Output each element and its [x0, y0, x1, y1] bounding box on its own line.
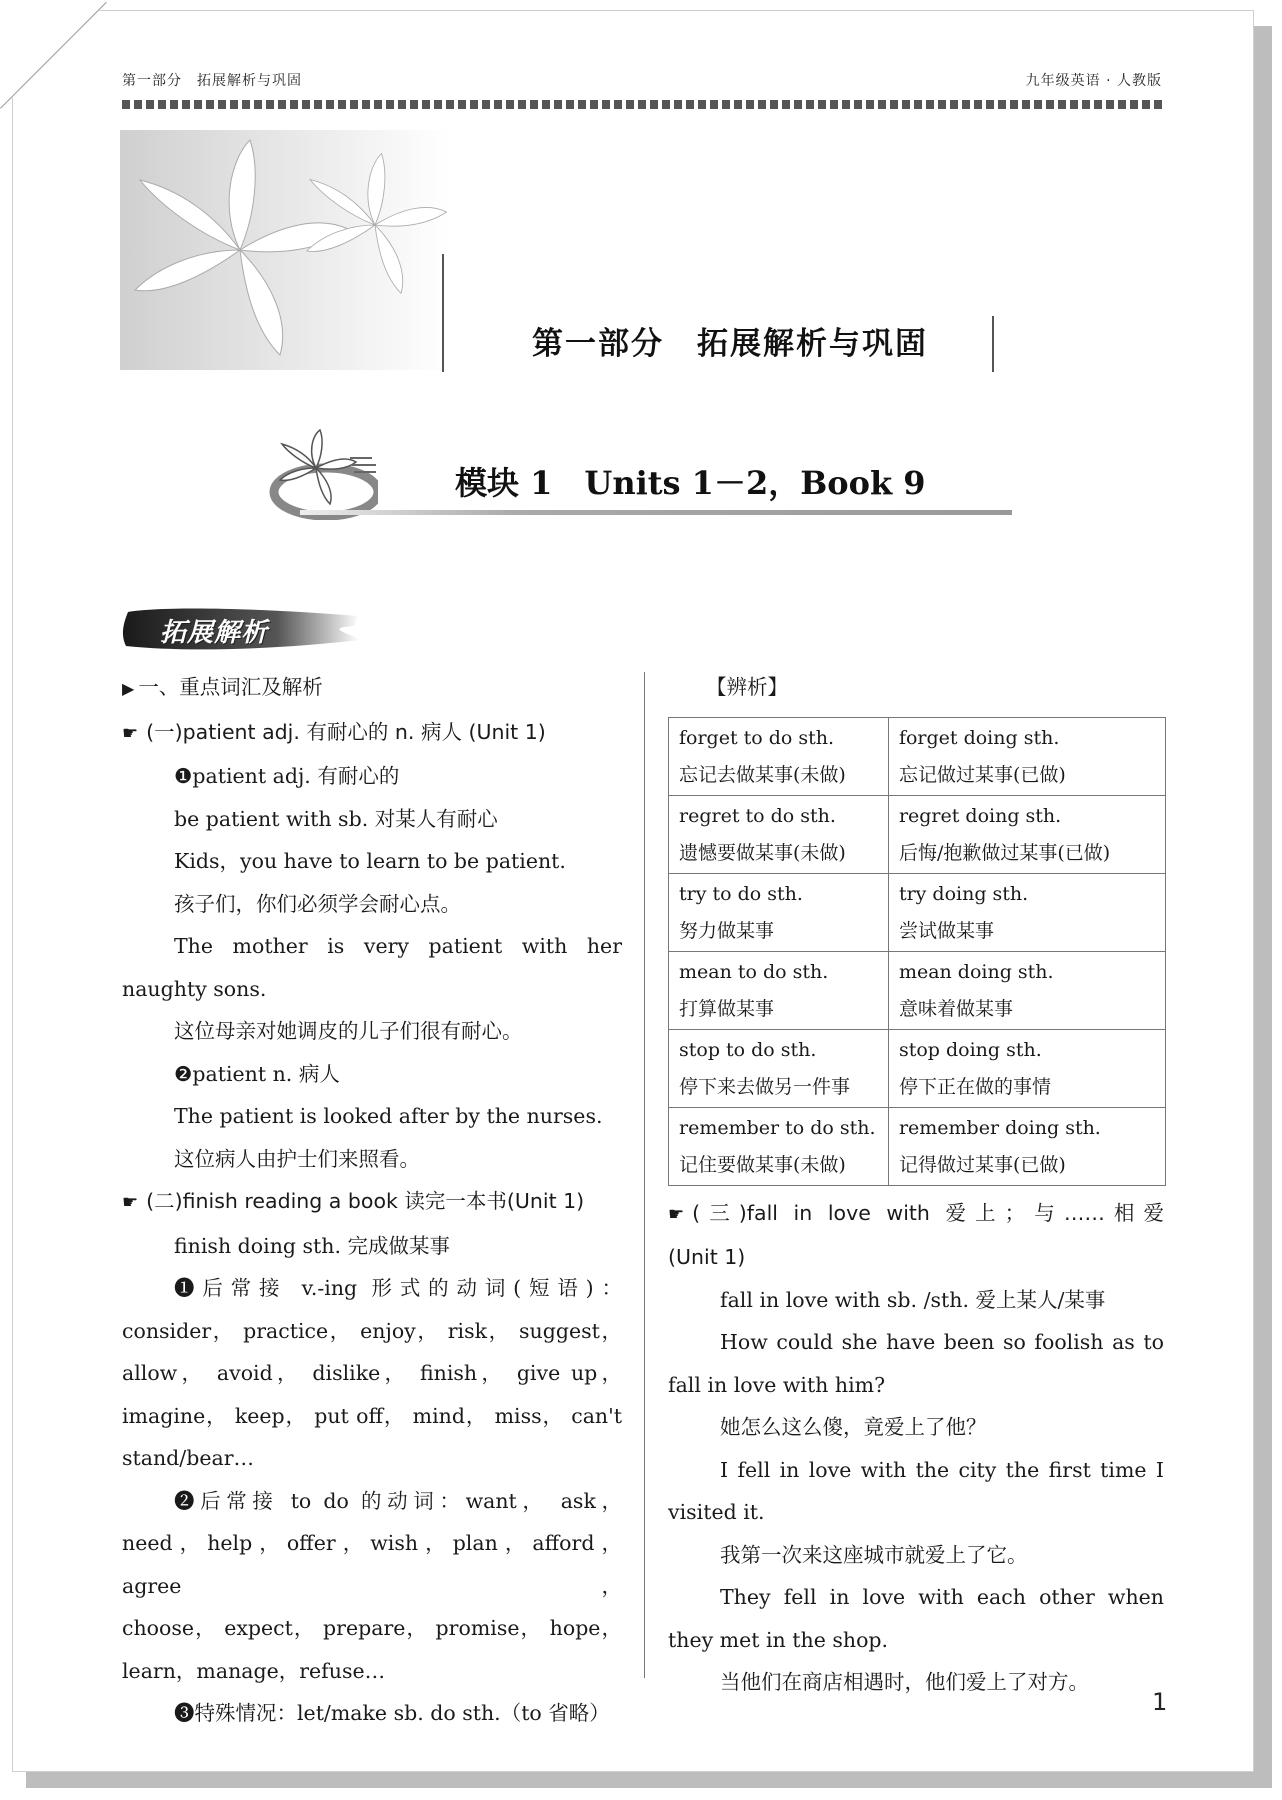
item-1-line: ❷patient n. 病人: [174, 1061, 340, 1086]
table-cell: [888, 1107, 1165, 1185]
phrase-english: stop doing sth.: [898, 1038, 1042, 1061]
module-underline: [300, 510, 1012, 515]
page-number: 1: [1152, 1688, 1168, 1716]
comparison-table: [668, 717, 1166, 1186]
page-corner-fold: [0, 0, 110, 110]
phrase-english: mean to do sth.: [679, 960, 829, 983]
item-3-line: fall in love with sb. /sth. 爱上某人/某事: [720, 1287, 1106, 1312]
phrase-english: try doing sth.: [898, 882, 1029, 905]
item-1-line: 这位母亲对她调皮的儿子们很有耐心。: [174, 1019, 523, 1043]
item-1-line: The patient is looked after by the nurses.: [174, 1104, 603, 1128]
right-column: [668, 666, 1164, 1704]
running-header-right: 九年级英语 · 人教版: [1025, 73, 1162, 89]
table-cell: [669, 1029, 889, 1107]
phrase-chinese: 遗憾要做某事(未做): [679, 842, 846, 864]
item-3-title: ☛ (三)fall in love with 爱上；与……相爱: [668, 1200, 1164, 1225]
item-1-line: Kids，you have to learn to be patient.: [174, 849, 566, 873]
flower-decoration-icon: [120, 130, 450, 370]
phrase-english: forget to do sth.: [679, 726, 835, 749]
phrase-chinese: 打算做某事: [679, 998, 775, 1020]
table-cell: [669, 795, 889, 873]
item-2-line: finish doing sth. 完成做某事: [174, 1233, 451, 1258]
phrase-chinese: 后悔/抱歉做过某事(已做): [898, 842, 1111, 864]
item-1-line: be patient with sb. 对某人有耐心: [174, 806, 498, 831]
table-cell: [669, 1107, 889, 1185]
table-row: [669, 1029, 1166, 1107]
phrase-english: remember doing sth.: [898, 1116, 1101, 1139]
item-2-line: stand/bear…: [122, 1446, 254, 1470]
item-2-line: ❷后常接 to do 的动词：want， ask，: [174, 1488, 622, 1513]
item-3-line: 当他们在商店相遇时，他们爱上了对方。: [720, 1670, 1089, 1694]
phrase-english: stop to do sth.: [679, 1038, 817, 1061]
phrase-english: regret doing sth.: [898, 804, 1062, 827]
part-title: 第一部分 拓展解析与巩固: [532, 326, 928, 362]
item-2-line: consider， practice， enjoy， risk， suggest，: [122, 1318, 622, 1343]
phrase-chinese: 努力做某事: [679, 920, 775, 942]
section-heading: ▶ 一、重点词汇及解析: [122, 675, 323, 699]
header-dashed-rule: [122, 100, 1162, 109]
item-1-line: 孩子们，你们必须学会耐心点。: [174, 891, 461, 916]
item-3-title-unit: (Unit 1): [668, 1245, 746, 1269]
phrase-chinese: 忘记去做某事(未做): [679, 764, 846, 786]
phrase-chinese: 意味着做某事: [898, 998, 1013, 1020]
table-row: [669, 795, 1166, 873]
table-row: [669, 1107, 1166, 1185]
phrase-english: try to do sth.: [679, 882, 803, 905]
running-header-left: 第一部分 拓展解析与巩固: [122, 73, 302, 89]
phrase-chinese: 记得做过某事(已做): [898, 1154, 1066, 1176]
item-2-line: choose， expect， prepare， promise， hope，: [122, 1616, 622, 1640]
triangle-bullet-icon: ▶: [122, 679, 135, 698]
item-3-line: How could she have been so foolish as to: [720, 1330, 1164, 1354]
phrase-chinese: 尝试做某事: [898, 920, 994, 942]
analysis-label: 【辨析】: [706, 675, 788, 699]
table-cell: [669, 951, 889, 1029]
item-2-line: ❸特殊情况：let/make sb. do sth.（to 省略）: [174, 1701, 610, 1725]
table-row: [669, 951, 1166, 1029]
item-1-line: naughty sons.: [122, 976, 267, 1001]
item-2-title: ☛ (二)finish reading a book 读完一本书(Unit 1): [122, 1189, 585, 1213]
item-1-line: The mother is very patient with her: [174, 934, 622, 958]
item-3-line: 她怎么这么傻，竟爱上了他？: [720, 1415, 987, 1439]
item-2-line: need，help，offer，wish，plan，afford，agree，: [122, 1531, 622, 1598]
table-cell: [669, 873, 889, 951]
column-divider: [644, 672, 645, 1678]
table-cell: [888, 873, 1165, 951]
pointing-hand-icon: ☛: [122, 1192, 139, 1213]
item-2-line: allow， avoid， dislike， finish， give up，: [122, 1361, 622, 1385]
phrase-chinese: 记住要做某事(未做): [679, 1154, 846, 1176]
module-flower-icon: [268, 428, 378, 520]
module-title: 模块 1 Units 1－2，Book 9: [455, 464, 926, 502]
page-corner-bottom-right: [1183, 1701, 1253, 1771]
phrase-english: remember to do sth.: [679, 1116, 876, 1139]
left-column: [122, 666, 622, 1735]
table-cell: [888, 951, 1165, 1029]
item-3-line: visited it.: [668, 1500, 765, 1524]
table-cell: [888, 795, 1165, 873]
title-right-bar: [992, 316, 994, 372]
table-row: [669, 873, 1166, 951]
item-2-line: learn，manage，refuse…: [122, 1658, 386, 1683]
phrase-chinese: 停下正在做的事情: [898, 1076, 1051, 1098]
table-row: [669, 717, 1166, 795]
phrase-english: forget doing sth.: [898, 726, 1060, 749]
item-3-line: they met in the shop.: [668, 1627, 889, 1652]
phrase-chinese: 停下来去做另一件事: [679, 1076, 851, 1098]
phrase-english: mean doing sth.: [898, 960, 1054, 983]
item-3-line: I fell in love with the city the first time I: [720, 1457, 1164, 1482]
item-3-line: They fell in love with each other when: [720, 1585, 1164, 1609]
pointing-hand-icon: ☛: [668, 1203, 685, 1225]
table-cell: [669, 717, 889, 795]
item-2-line: ❶后常接 v.-ing 形式的动词(短语)：: [174, 1276, 622, 1300]
item-2-line: imagine， keep， put off， mind， miss， can't: [122, 1403, 622, 1428]
item-1-line: 这位病人由护士们来照看。: [174, 1146, 420, 1171]
item-1-line: ❶patient adj. 有耐心的: [174, 764, 400, 788]
phrase-english: regret to do sth.: [679, 804, 836, 827]
table-cell: [888, 1029, 1165, 1107]
item-1-title: ☛ (一)patient adj. 有耐心的 n. 病人 (Unit 1): [122, 719, 546, 744]
phrase-chinese: 忘记做过某事(已做): [898, 764, 1066, 786]
pointing-hand-icon: ☛: [122, 722, 139, 744]
section-banner-label: 拓展解析: [160, 618, 269, 648]
item-3-line: fall in love with him?: [668, 1372, 886, 1397]
table-cell: [888, 717, 1165, 795]
title-left-bar: [442, 254, 444, 372]
item-3-line: 我第一次来这座城市就爱上了它。: [720, 1542, 1028, 1567]
